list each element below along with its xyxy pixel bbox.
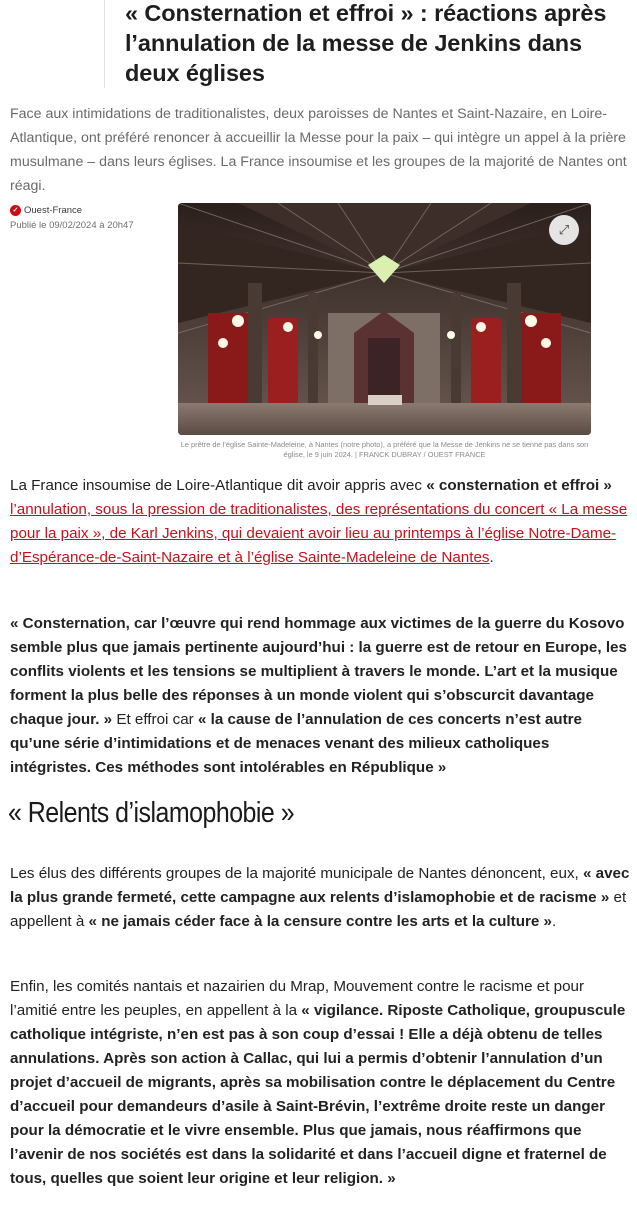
p3-quote-2: « ne jamais céder face à la censure contre les arts et la culture » bbox=[88, 913, 553, 930]
p3-text-2: et appellent à bbox=[10, 889, 627, 930]
p2-quote-1: « Consternation, car l’œuvre qui rend hommage aux victimes de la guerre du Kosovo semble plus que jamais pertinente aujourd’hui : la guerre est de retour en Europe, les conflits violents et les tensions se multiplient à travers le monde. L’art et la musique forment la plus belle des réponses à un monde violent qui s’obscurcit davantage chaque jour. » bbox=[10, 615, 627, 728]
article-photo[interactable] bbox=[178, 203, 591, 435]
article-header bbox=[104, 0, 637, 88]
p4-quote: « vigilance. Riposte Catholique, groupuscule catholique intégriste, n’en est pas à son coup d’essai ! Elle a déjà obtenu de telles annulations. Après son action à Callac, qui lui a permis d’obtenir l’annulation d’un projet d’accueil de migrants, après sa mobilisation contre le déplacement du Centre d’accueil pour demandeurs d’asile à Saint-Brévin, l’extrême droite reste un danger pour la démocratie et le vivre ensemble. Plus que jamais, nous réaffirmons que l’avenir de nos sociétés est dans la solidarité et dans l’accueil digne et fraternel de tous, quelles que soient leur origine et leur religion. » bbox=[10, 1002, 626, 1187]
paragraph-3 bbox=[10, 862, 630, 934]
p4-text: Enfin, les comités nantais et nazairien du Mrap, Mouvement contre le racisme et pour l’amitié entre les peuples, en appellent à la bbox=[10, 978, 585, 1019]
p1-text: La France insoumise de Loire-Atlantique dit avoir appris avec bbox=[10, 477, 427, 494]
p3-end: . bbox=[552, 913, 557, 930]
p1-quote: « consternation et effroi » bbox=[426, 477, 612, 494]
article-meta bbox=[10, 203, 134, 233]
p3-text-1: Les élus des différents groupes de la majorité municipale de Nantes dénoncent, eux, bbox=[10, 865, 583, 882]
ouest-france-logo-icon: ✓ bbox=[10, 205, 21, 216]
p2-text: Et effroi car bbox=[112, 711, 198, 728]
photo-caption: Le prêtre de l’église Sainte-Madeleine, à Nantes (notre photo), a préféré que la Messe de Jenkins ne se tienne pas dans son église, le 9 juin 2024. | FRANCK DUBRAY / OUEST FRANCE bbox=[180, 440, 589, 459]
section-heading: « Relents d’islamophobie » bbox=[8, 797, 295, 829]
paragraph-4 bbox=[10, 975, 630, 1191]
paragraph-2 bbox=[10, 612, 630, 780]
p1-end: . bbox=[489, 549, 494, 566]
article-lede: Face aux intimidations de traditionalistes, deux paroisses de Nantes et Saint-Nazaire, en Loire-Atlantique, ont préféré renoncer à accueillir la Messe pour la paix – qui intègre un appel à la prière musulmane – dans leurs églises. La France insoumise et les groupes de la majorité de Nantes ont réagi. bbox=[10, 106, 627, 194]
paragraph-1 bbox=[10, 474, 630, 570]
source-name: Ouest-France bbox=[24, 205, 83, 216]
p3-quote-1: « avec la plus grande fermeté, cette campagne aux relents d’islamophobie et de racisme » bbox=[10, 865, 630, 906]
article-title: « Consternation et effroi » : réactions après l’annulation de la messe de Jenkins dans deux églises bbox=[125, 0, 607, 86]
source-row[interactable] bbox=[10, 203, 134, 218]
p2-quote-2: « la cause de l’annulation de ces concerts n’est autre qu’une série d’intimidations et de menaces venant des milieux catholiques intégristes. Ces méthodes sont intolérables en République » bbox=[10, 711, 583, 776]
publish-date: Publié le 09/02/2024 à 20h47 bbox=[10, 220, 134, 231]
related-article-link[interactable]: l’annulation, sous la pression de traditionalistes, des représentations du concert « La messe pour la paix », de Karl Jenkins, qui devaient avoir lieu au printemps à l’église Notre-Dame-d’Espérance-de-Saint-Nazaire et à l’église Sainte-Madeleine de Nantes bbox=[10, 501, 628, 566]
expand-icon[interactable]: ⤢ bbox=[549, 215, 579, 245]
church-interior-image bbox=[178, 203, 591, 435]
